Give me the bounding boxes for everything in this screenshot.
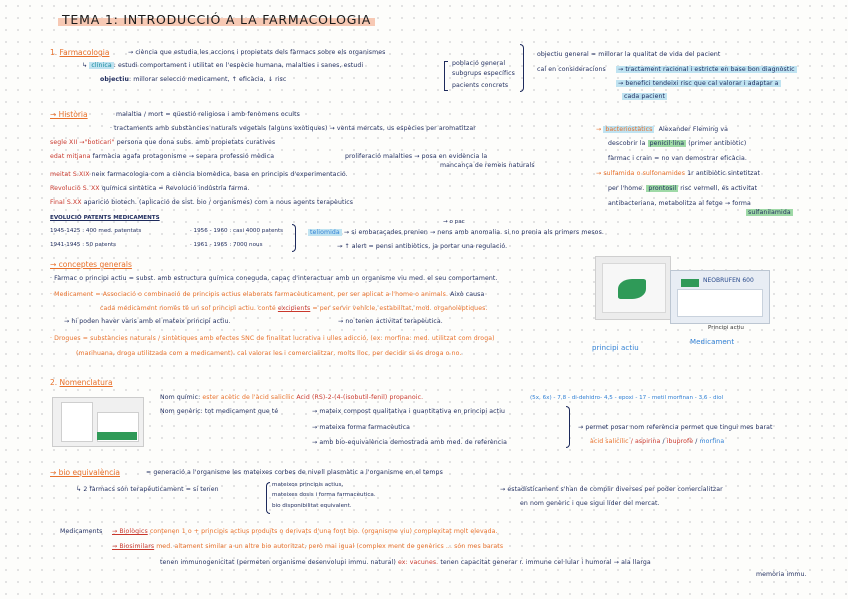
evolucio-item: · 1956 - 1960 : casi 4000 patents (190, 228, 284, 234)
list-item: subgrups específics (452, 70, 515, 77)
package-name: NEOBRUFEN 600 (703, 277, 754, 284)
teliomida-note: → o pac (443, 219, 465, 225)
medicine-box-image (670, 270, 770, 324)
section-title: Farmacologia (59, 48, 110, 57)
medicament-label: Medicament (690, 338, 735, 346)
sulfanilamida: sulfanilamida (748, 209, 791, 216)
list-item: pacients concrets (452, 82, 509, 89)
historia-line: malaltia / mort = qüestió religiosa i amb fenòmens ocults (116, 111, 300, 118)
nom-generic-examples: àcid salicílic / aspirina / ibuprofè / morfina (590, 438, 725, 445)
historia-line: segle XII →"boticari" persona que dona subs. amb propietats curatives (50, 139, 276, 146)
nom-quimic-morfina: (5x, 6x) - 7,8 - di-dehidro- 4,5 - epoxi - 17 - metil morfinan - 3,6 - diol (530, 395, 724, 401)
brace (566, 406, 570, 448)
objectiu-text: : millorar selecció medicament, ↑ eficàcia, ↓ risc (128, 76, 287, 83)
consideracions-label: cal en consideracions (537, 66, 606, 73)
principi-actiu-caption: Principi actiu (708, 325, 744, 331)
bioequivalencia-line: ↳ 2 fàrmacs són terapèuticament = si tenen (76, 486, 219, 493)
sulfamida-line: → sulfamida o sulfonamides 1r antibiòtic sintetitzat (596, 170, 760, 177)
section-1-heading (50, 48, 109, 57)
farmac-line: fàrmac i crain = no van demostrar eficàcia. (608, 155, 747, 162)
bioequivalencia-definition: = generació a l'organisme les mateixes corbes de nivell plasmàtic a l'organisme en el temps (146, 469, 443, 476)
medicine-box-image (52, 397, 144, 447)
page-title: TEMA 1: INTRODUCCIÓ A LA FARMACOLOGIA (58, 12, 375, 27)
historia-line: meitat S.XIX neix farmacologia com a ciència biomèdica, basa en principis d'experimentació. (50, 171, 348, 178)
brace (266, 482, 270, 514)
historia-line: edat mitjana farmàcia agafa protagonisme → separa professió mèdica (50, 153, 275, 160)
section-conceptes-heading: → conceptes generals (50, 260, 132, 269)
historia-line: mancança de remeis naturals (440, 162, 535, 169)
nom-generic-item: → amb bio-equivalència demostrada amb med. de referència (312, 439, 507, 446)
concepte-line: · Drogues = substàncies naturals / sintètiques amb efectes SNC de finalitat lucrativa i ulles adicció, (ex: morfina: med. utilitzat com droga) (50, 335, 495, 342)
biosimilars-line: → Biosimilars med. altament similar a un altre bio autoritzat, però mai igual (complex ment de genèrics ... són mes barats (112, 543, 504, 550)
objectiu-general: objectiu general = millorar la qualitat de vida del pacient (537, 51, 721, 58)
concepte-line: (marihuana, droga utilitzada com a medicament). cal valorar les i comercialitzar, molts lloc, per decidir si és droga o no. (76, 350, 462, 357)
concepte-line: · Fàrmac o principi actiu = subst. amb estructura química coneguda, capaç d'interactuar amb un organisme viu med. el seu comportament. (50, 275, 498, 282)
consideracio-3: cada pacient (624, 93, 666, 100)
nom-quimic-line: Nom químic: ester acètic de l'àcid salicílic Acid (RS)-2-(4-(isobutil-fenil) propanoic. (160, 394, 424, 401)
list-item: població general (452, 60, 506, 67)
concepte-line: → hi poden haver varis amb el mateix principi actiu. (64, 318, 231, 325)
historia-line: · tractaments amb substàncies naturals vegetals (alguns exòtiques) → venta mercats, us espècies per aromatitzar (110, 125, 476, 132)
bioequivalencia-option: mateixos principis actius, (272, 482, 344, 488)
pill-packet-image (595, 256, 671, 320)
evolucio-item: 1941-1945 : 50 patents (50, 242, 117, 248)
brace (292, 224, 296, 252)
penicillina-line: descobrir la penicil·lina (primer antibiòtic) (608, 140, 747, 147)
clinica-label: clínica (91, 62, 112, 69)
bioequivalencia-right: → estadísticament s'han de complir diverses per poder comercialitzar (500, 486, 723, 493)
concepte-line: · Medicament = Associació o combinació de principis actius elaborats farmacèuticament, per ser aplicat a l'home o animals. Això causa (50, 291, 485, 298)
section-nomenclatura-heading: 2. Nomenclatura (50, 378, 113, 387)
bacteria-line: → bacteriostàtics Alexander Fleming va (596, 126, 728, 133)
objectiu-line (100, 76, 286, 83)
clinica-line: ↳ clínica : estudi comportament i utilitat en l'espècie humana, malalties i sanes, estudi (82, 62, 364, 69)
evolucio-item: 1945-1425 : 400 med. patentats (50, 228, 142, 234)
nom-generic-item: → mateix compost qualitativa i quantitativa en principi actiu (312, 408, 506, 415)
teliomida-line-2: → ↑ alert = pensi antibiòtics, ja portar una regulació. (337, 243, 508, 250)
teliomida-line: teliomida → si embaraçades prenien → nens amb anomalia. si no prenia als primers mesos. (310, 229, 604, 236)
memoria-immunitaria: memòria immu. (756, 571, 807, 578)
nom-generic-right: → permet posar nom referència permet que tingui mes barat (578, 424, 773, 431)
evolucio-item: · 1961 - 1965 : 7000 nous (190, 242, 263, 248)
bioequivalencia-option: mateixes dosis i forma farmacèutica. (272, 492, 376, 498)
metabolitza-line: antibacteriana, metabolitza al fetge → forma (608, 200, 751, 207)
prontosil-line: per l'home. prontosil risc vermell, és activitat (608, 185, 758, 192)
bioequivalencia-option: bio disponibilitat equivalent. (272, 503, 352, 509)
section-bioequivalencia-heading: → bio equivalència (50, 468, 120, 477)
section-historia-heading: → Història (50, 110, 88, 119)
section-number: 1. (50, 48, 58, 57)
historia-line: Final S.XX aparició biotech. (aplicació de sist. bio / organismes) com a nous agents terapèutics (50, 199, 354, 206)
bracket (444, 61, 448, 91)
bioequivalencia-right: en nom genèric i que sigui líder del mercat. (520, 500, 660, 507)
concepte-line: cada medicament només té un sol principi actiu. conté excipients = per servir vehicle, estabilitat, mod. organolèptiques. (100, 305, 488, 312)
immunogenicitat-line: tenen immunogenicitat (permeten organisme desenvolupi immu. natural) ex: vacunes. tenen capacitat generar r. immune cel·lular i humoral → ala llarga (160, 559, 651, 566)
principi-actiu-label: principi actiu (592, 344, 639, 352)
clinica-definition: : estudi comportament i utilitat en l'espècie humana, malalties i sanes, estudi (113, 62, 364, 69)
consideracio-1: → tractament racional i estricte en base bon diagnòstic (618, 66, 795, 73)
historia-line: Revolució S. XX química sintètica = Revolució indústria farma. (50, 185, 250, 192)
objectiu-label: objectiu (100, 76, 129, 83)
historia-line: proliferació malalties → posa en evidència la (345, 153, 488, 160)
nom-generic-item: → mateixa forma farmacèutica (312, 424, 411, 431)
consideracio-2: → benefici tendeixi risc que cal valorar i adaptar a (618, 80, 779, 87)
evolucio-title: EVOLUCIÓ PATENTS MEDICAMENTS (50, 215, 160, 221)
farmacologia-definition: → ciència que estudia les accions i propietats dels fàrmacs sobre els organismes (128, 49, 386, 56)
concepte-line: → no tenen activitat terapèutica. (338, 318, 443, 325)
brace (520, 44, 524, 92)
nom-generic-label: Nom genèric: tot medicament que té (160, 408, 279, 415)
medicaments-label: Medicaments (60, 528, 103, 535)
biologics-line: → Biològics contenen 1 o + principis actius produïts o derivats d'una font bio. (organisme viu) complexitat molt elevada. (112, 528, 498, 535)
